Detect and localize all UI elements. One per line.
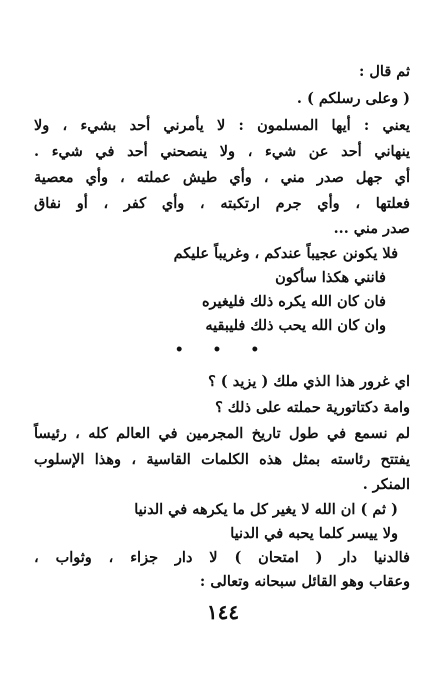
page-number: ١٤٤ [206,600,240,624]
verse-line: فان كان الله يكره ذلك فليغيره [201,293,386,310]
text-line: لم نسمع في طول تاريخ المجرمين في العالم كله ، رئيساً [34,425,410,442]
text-line: أي جهل صدر مني ، وأي طيش عملته ، وأي معصية [34,169,410,186]
text-line: فعلتها ، وأي جرم ارتكبته ، وأي كفر ، أو نفاق [34,195,410,212]
verse-line: وان كان الله يحب ذلك فليبقيه [205,317,386,334]
text-line: ثم قال : [358,63,410,80]
verse-line: فلا يكونن عجيباً عندكم ، وغريباً عليكم [173,245,398,262]
verse-line: ولا ييسر كلما يحبه في الدنيا [230,525,398,542]
text-line: اي غرور هذا الذي ملك ( يزيد ) ؟ [208,373,410,390]
text-line: يفتتح رئاسته بمثل هذه الكلمات القاسية ، وهذا الإسلوب [34,451,410,468]
text-line: فالدنيا دار ( امتحان ) لا دار جزاء ، وثواب ، [34,549,410,566]
text-line: وعقاب وهو القائل سبحانه وتعالى : [199,573,410,590]
text-line: يعني : أيها المسلمون : لا يأمرني أحد بشيء ، ولا [34,117,410,134]
text-line: ( وعلى رسلكم ) . [296,90,410,107]
text-line: وامة دكتاتورية حملته على ذلك ؟ [215,399,410,416]
verse-line: فانني هكذا سأكون [275,269,386,286]
text-line: المنكر . [362,476,410,493]
text-line: صدر مني ... [333,220,410,237]
section-separator: • • • [174,342,272,358]
verse-line: ( ثم ) ان الله لا يغير كل ما يكرهه في الدنيا [134,501,398,518]
text-line: ينهاني أحد عن شيء ، ولا ينصحني أحد في شيء . [34,143,410,160]
